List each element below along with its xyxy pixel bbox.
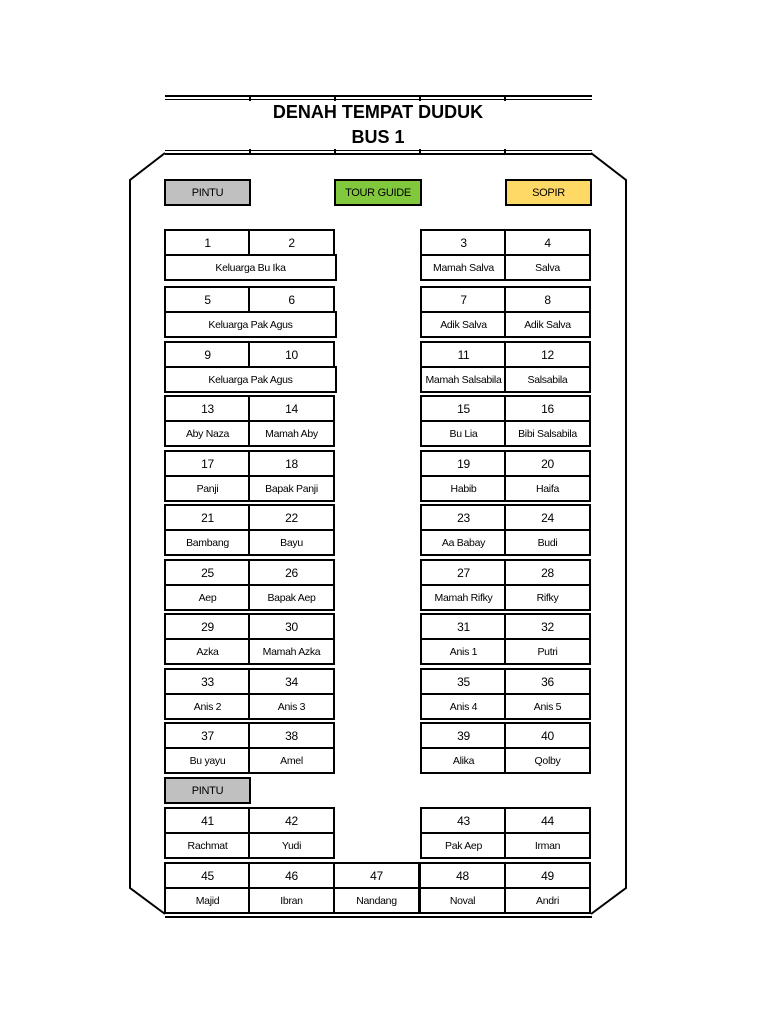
seat-name: Amel (248, 747, 335, 774)
seat-group-name: Keluarga Bu Ika (164, 254, 337, 281)
seat-number: 47 (333, 862, 420, 889)
seat-number: 15 (420, 395, 507, 422)
seat-number: 45 (164, 862, 251, 889)
seat-number: 17 (164, 450, 251, 477)
seat-number: 20 (504, 450, 591, 477)
seat-number: 13 (164, 395, 251, 422)
seat-name: Yudi (248, 832, 335, 859)
seat-name: Mamah Salva (420, 254, 507, 281)
seat-number: 8 (504, 286, 591, 313)
seat-number: 6 (248, 286, 335, 313)
seat-number: 28 (504, 559, 591, 586)
seat-number: 32 (504, 613, 591, 640)
seat-number: 49 (504, 862, 591, 889)
seat-name: Adik Salva (420, 311, 507, 338)
seat-name: Majid (164, 887, 251, 914)
seat-name: Salva (504, 254, 591, 281)
grid-tick (334, 149, 336, 155)
seat-name: Mamah Azka (248, 638, 335, 665)
seat-number: 27 (420, 559, 507, 586)
seat-number: 4 (504, 229, 591, 256)
seat-name: Qolby (504, 747, 591, 774)
seat-name: Aa Babay (420, 529, 507, 556)
seat-number: 26 (248, 559, 335, 586)
seat-name: Panji (164, 475, 251, 502)
seat-number: 44 (504, 807, 591, 834)
seat-name: Anis 5 (504, 693, 591, 720)
seat-number: 40 (504, 722, 591, 749)
seat-name: Bu Lia (420, 420, 507, 447)
seat-name: Anis 4 (420, 693, 507, 720)
rear-door-label: PINTU (164, 777, 251, 804)
page-subtitle: BUS 1 (351, 127, 405, 147)
tour-guide-label: TOUR GUIDE (334, 179, 422, 206)
seat-number: 1 (164, 229, 251, 256)
seat-number: 12 (504, 341, 591, 368)
grid-tick (249, 95, 251, 101)
seat-number: 7 (420, 286, 507, 313)
seat-name: Bayu (248, 529, 335, 556)
grid-tick (334, 95, 336, 101)
seat-name: Bibi Salsabila (504, 420, 591, 447)
seat-number: 5 (164, 286, 251, 313)
seat-number: 37 (164, 722, 251, 749)
seat-number: 35 (420, 668, 507, 695)
seat-name: Bambang (164, 529, 251, 556)
seat-name: Pak Aep (420, 832, 507, 859)
seat-number: 34 (248, 668, 335, 695)
seat-number: 43 (420, 807, 507, 834)
seat-number: 2 (248, 229, 335, 256)
driver-label: SOPIR (505, 179, 592, 206)
seat-name: Adik Salva (504, 311, 591, 338)
grid-tick (419, 95, 421, 101)
seat-name: Azka (164, 638, 251, 665)
grid-tick (419, 149, 421, 155)
seat-number: 25 (164, 559, 251, 586)
seat-number: 30 (248, 613, 335, 640)
grid-tick (504, 95, 506, 101)
seat-name: Salsabila (504, 366, 591, 393)
seat-name: Budi (504, 529, 591, 556)
seat-number: 24 (504, 504, 591, 531)
footer-rule (165, 913, 592, 914)
seat-name: Aby Naza (164, 420, 251, 447)
seat-name: Haifa (504, 475, 591, 502)
seat-number: 48 (419, 862, 506, 889)
seat-name: Bapak Aep (248, 584, 335, 611)
seat-number: 36 (504, 668, 591, 695)
seat-number: 9 (164, 341, 251, 368)
seat-number: 46 (248, 862, 335, 889)
seat-number: 3 (420, 229, 507, 256)
seat-number: 16 (504, 395, 591, 422)
seat-name: Aep (164, 584, 251, 611)
seat-group-name: Keluarga Pak Agus (164, 366, 337, 393)
page-title: DENAH TEMPAT DUDUK (272, 102, 484, 122)
seat-number: 18 (248, 450, 335, 477)
grid-tick (249, 149, 251, 155)
seat-number: 31 (420, 613, 507, 640)
header-rule-top-inner (165, 99, 592, 100)
seat-name: Ibran (248, 887, 335, 914)
seat-name: Anis 2 (164, 693, 251, 720)
seat-group-name: Keluarga Pak Agus (164, 311, 337, 338)
seat-number: 42 (248, 807, 335, 834)
seat-number: 33 (164, 668, 251, 695)
seat-name: Nandang (333, 887, 420, 914)
footer-rule-outer (165, 916, 592, 918)
header-rule-top (165, 95, 592, 97)
seat-name: Habib (420, 475, 507, 502)
seat-name: Noval (419, 887, 506, 914)
seat-name: Bu yayu (164, 747, 251, 774)
seat-number: 39 (420, 722, 507, 749)
seat-number: 14 (248, 395, 335, 422)
seat-number: 10 (248, 341, 335, 368)
seat-number: 29 (164, 613, 251, 640)
seat-name: Anis 3 (248, 693, 335, 720)
grid-tick (504, 149, 506, 155)
seat-name: Putri (504, 638, 591, 665)
seat-name: Alika (420, 747, 507, 774)
seat-name: Mamah Rifky (420, 584, 507, 611)
front-door-label: PINTU (164, 179, 251, 206)
seat-name: Anis 1 (420, 638, 507, 665)
seat-number: 41 (164, 807, 251, 834)
header-rule-bottom (165, 153, 592, 155)
seat-name: Andri (504, 887, 591, 914)
seat-name: Irman (504, 832, 591, 859)
seat-name: Mamah Aby (248, 420, 335, 447)
seat-name: Mamah Salsabila (420, 366, 507, 393)
seat-number: 38 (248, 722, 335, 749)
seat-number: 19 (420, 450, 507, 477)
seat-number: 23 (420, 504, 507, 531)
seat-number: 11 (420, 341, 507, 368)
seat-number: 22 (248, 504, 335, 531)
seat-name: Rifky (504, 584, 591, 611)
seat-name: Rachmat (164, 832, 251, 859)
seat-name: Bapak Panji (248, 475, 335, 502)
seat-number: 21 (164, 504, 251, 531)
header-rule-bottom-inner (165, 150, 592, 151)
